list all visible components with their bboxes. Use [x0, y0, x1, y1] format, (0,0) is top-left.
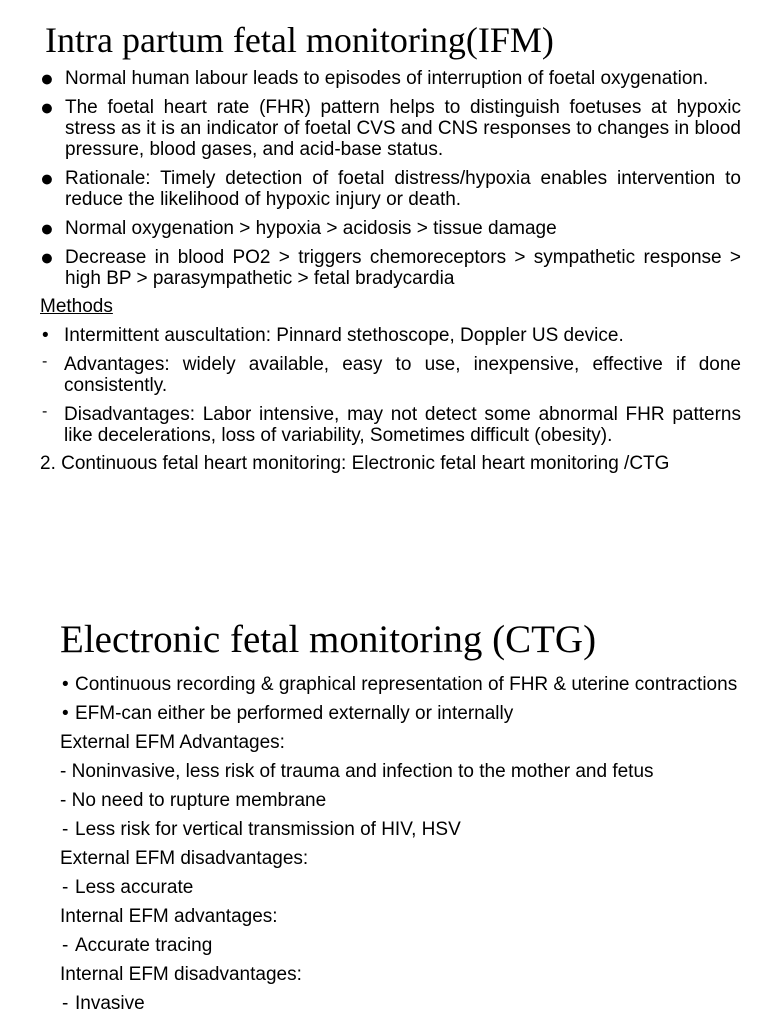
- list-item: [60, 935, 740, 956]
- method-text: 2. Continuous fetal heart monitoring: Electronic fetal heart monitoring /CTG: [40, 453, 670, 474]
- bullet-point: [40, 94, 741, 160]
- slide-title: Electronic fetal monitoring (CTG): [60, 618, 597, 661]
- method-item: [40, 325, 741, 346]
- list-item: [60, 877, 740, 898]
- list-item: - No need to rupture membrane: [60, 790, 327, 811]
- list-item: - Noninvasive, less risk of trauma and infection to the mother and fetus: [60, 761, 654, 782]
- list-item-text: Invasive: [75, 993, 145, 1014]
- bullet-dot-icon: ●: [40, 244, 54, 270]
- dash-icon: -: [42, 353, 48, 370]
- bullet-point: [60, 674, 740, 695]
- list-item: [60, 993, 740, 1014]
- bullet-text: Decrease in blood PO2 > triggers chemoreceptors > sympathetic response > high BP > parasympathetic > fetal bradycardia: [65, 247, 741, 289]
- list-item-text: Accurate tracing: [75, 935, 213, 956]
- disadvantages-text: Disadvantages: Labor intensive, may not detect some abnormal FHR patterns like decelerations, loss of variability, Sometimes difficult (obesity).: [64, 404, 741, 446]
- section-heading: Internal EFM advantages:: [60, 906, 278, 927]
- bullet-icon: •: [42, 325, 49, 346]
- method-item: [40, 453, 741, 474]
- methods-heading-text: Methods: [40, 296, 113, 317]
- slide-title: Intra partum fetal monitoring(IFM): [45, 20, 554, 60]
- bullet-point: [40, 244, 741, 289]
- bullet-point: [40, 215, 741, 241]
- slide-body: [40, 65, 741, 474]
- bullet-text: The foetal heart rate (FHR) pattern helps to distinguish foetuses at hypoxic stress as it is an indicator of foetal CVS and CNS responses to changes in blood pressure, blood gases, and acid-base status.: [65, 97, 741, 160]
- dash-icon: -: [62, 819, 69, 840]
- bullet-icon: •: [62, 703, 69, 724]
- methods-heading: [40, 296, 741, 317]
- section-heading: External EFM Advantages:: [60, 732, 285, 753]
- dash-icon: -: [42, 403, 48, 420]
- slide-ctg: [0, 560, 768, 1024]
- method-subitem: [40, 404, 741, 446]
- bullet-text: Rationale: Timely detection of foetal distress/hypoxia enables intervention to reduce the likelihood of hypoxic injury or death.: [65, 168, 741, 210]
- method-subitem: [40, 354, 741, 396]
- list-item-text: Less risk for vertical transmission of HIV, HSV: [75, 819, 461, 840]
- advantages-text: Advantages: widely available, easy to use, inexpensive, effective if done consistently.: [64, 354, 741, 396]
- bullet-dot-icon: ●: [40, 215, 54, 241]
- section-heading: Internal EFM disadvantages:: [60, 964, 302, 985]
- bullet-text: Continuous recording & graphical representation of FHR & uterine contractions: [75, 674, 738, 695]
- section-heading: External EFM disadvantages:: [60, 848, 309, 869]
- bullet-dot-icon: ●: [40, 65, 54, 91]
- slide-body: [60, 674, 740, 1014]
- method-text: Intermittent auscultation: Pinnard stethoscope, Doppler US device.: [64, 325, 624, 346]
- bullet-dot-icon: ●: [40, 165, 54, 191]
- list-item-text: Less accurate: [75, 877, 194, 898]
- dash-icon: -: [62, 935, 69, 956]
- list-item: [60, 819, 740, 840]
- bullet-point: [40, 165, 741, 210]
- bullet-text: Normal oxygenation > hypoxia > acidosis > tissue damage: [65, 218, 557, 239]
- bullet-text: Normal human labour leads to episodes of interruption of foetal oxygenation.: [65, 68, 709, 89]
- dash-icon: -: [62, 993, 69, 1014]
- dash-icon: -: [62, 877, 69, 898]
- bullet-icon: •: [62, 674, 69, 695]
- bullet-text: EFM-can either be performed externally or internally: [75, 703, 514, 724]
- bullet-point: [60, 703, 740, 724]
- bullet-dot-icon: ●: [40, 94, 54, 120]
- bullet-point: [40, 65, 741, 91]
